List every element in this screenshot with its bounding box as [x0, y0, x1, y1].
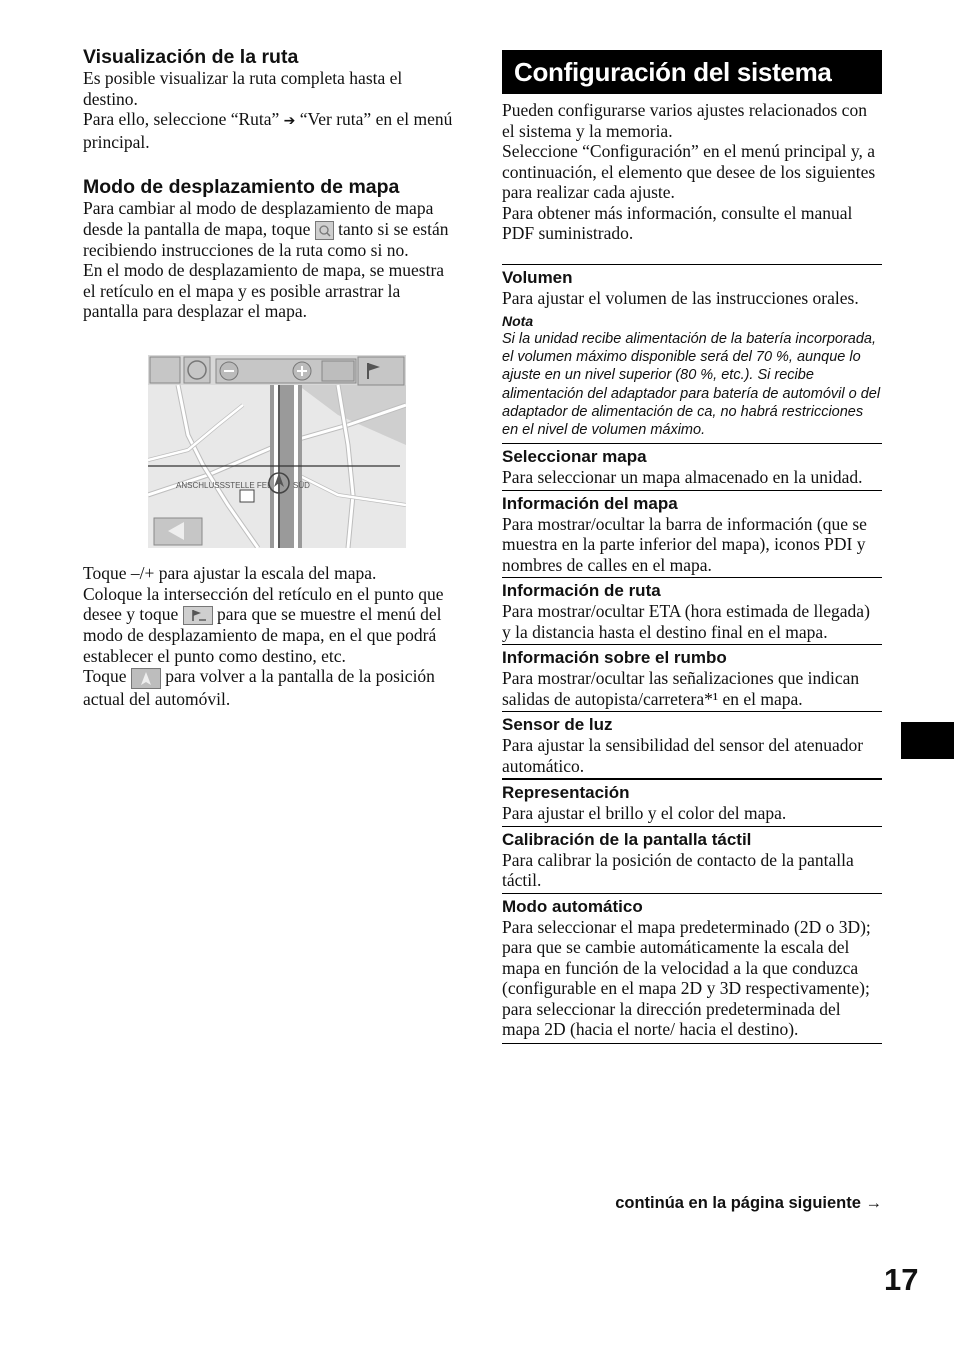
entry-light-sensor: Sensor de luz Para ajustar la sensibilidad del sensor del atenuador automático. — [502, 711, 882, 776]
entry-route-info: Información de ruta Para mostrar/ocultar ETA (hora estimada de llegada) y la distancia hasta el destino final en el mapa. — [502, 577, 882, 642]
return-instruction: Toque para volver a la pantalla de la posición actual del automóvil. — [83, 666, 435, 709]
entry-touch-calibration: Calibración de la pantalla táctil Para calibrar la posición de contacto de la pantalla táctil. — [502, 826, 882, 891]
system-intro: Pueden configurarse varios ajustes relacionados con el sistema y la memoria. Seleccione “Configuración” en el menú principal y, a continuación, el elemento que desee de los siguientes para realizar cada ajuste. Para obtener más información, consulte el manual PDF suministrado. — [502, 100, 876, 243]
note-text: Si la unidad recibe alimentación de la batería incorporada, el volumen máximo disponible será del 70 %, aunque lo ajuste en un nivel superior (80 %, etc.). Si recibe alimentación del adaptador para batería de automóvil o del adaptador de alimentación de ca, no habrá restricciones en el nivel de volumen máximo. — [502, 331, 881, 439]
right-column — [502, 50, 882, 1044]
note-title: Nota — [502, 313, 534, 329]
route-view-para1: Es posible visualizar la ruta completa hasta el destino. — [83, 68, 403, 109]
page-number: 17 — [884, 1262, 919, 1297]
entry-auto-mode: Modo automático Para seleccionar el mapa predeterminado (2D o 3D); para que se cambie automáticamente la escala del mapa en función de la velocidad a la que conduzca (configurable en el mapa 2D y 3D respectivamente); para seleccionar la dirección predeterminada del mapa 2D (hacia el norte/ hacia el destino). — [502, 893, 882, 1040]
crosshair-instruction: Coloque la intersección del retículo en el punto que desee y toque para que se muestre el menú del modo de desplazamiento de mapa, en el que podrá establecer el punto como destino, etc. — [83, 583, 444, 666]
entry-display: Representación Para ajustar el brillo y el color del mapa. — [502, 778, 882, 824]
heading-scroll-mode: Modo de desplazamiento de mapa — [83, 176, 400, 198]
entry-select-map: Seleccionar mapa Para seleccionar un mapa almacenado en la unidad. — [502, 443, 882, 488]
route-view-para2: Para ello, seleccione “Ruta” ➔ “Ver ruta” en el menú principal. — [83, 109, 453, 152]
arrow-right-icon: ➔ — [283, 113, 296, 129]
entry-map-info: Información del mapa Para mostrar/ocultar la barra de información (que se muestra en la parte inferior del mapa), iconos PDI y nombres de calles en el mapa. — [502, 490, 882, 576]
zoom-instruction: Toque –/+ para ajustar la escala del mapa. — [83, 563, 377, 583]
map-street-label-right: SÜD — [293, 481, 310, 490]
left-lower-text — [83, 563, 458, 709]
scroll-mode-icon — [315, 221, 334, 240]
flag-menu-icon — [183, 606, 213, 625]
entry-volume: Volumen Para ajustar el volumen de las instrucciones orales. Nota Si la unidad recibe alimentación de la batería incorporada, el volumen máximo disponible será del 70 %, aunque lo ajuste en un nivel superior (80 %, etc.). Si recibe alimentación del adaptador para batería de automóvil o del adaptador de alimentación de ca, no habrá restricciones en el nivel de volumen máximo. — [502, 264, 882, 440]
heading-route-view: Visualización de la ruta — [83, 46, 299, 68]
map-scroll-screenshot — [148, 355, 406, 548]
scroll-mode-para2: En el modo de desplazamiento de mapa, se muestra el retículo en el mapa y es posible arrastrar la pantalla para desplazar el mapa. — [83, 260, 445, 322]
current-position-icon — [131, 668, 161, 689]
map-street-label-left: ANSCHLUSSSTELLE FEL — [176, 481, 272, 490]
chapter-thumb-tab — [901, 722, 954, 759]
closing-rule — [502, 1043, 882, 1044]
continue-next-page: continúa en la página siguiente → — [615, 1194, 882, 1212]
entry-heading-info: Información sobre el rumbo Para mostrar/ocultar las señalizaciones que indican salidas de autopista/carretera*¹ en el mapa. — [502, 644, 882, 709]
section-banner: Configuración del sistema — [502, 50, 882, 94]
scroll-mode-para1: Para cambiar al modo de desplazamiento de mapa desde la pantalla de mapa, toque tanto si se están recibiendo instrucciones de la ruta como si no. — [83, 198, 449, 260]
left-column — [83, 46, 458, 322]
